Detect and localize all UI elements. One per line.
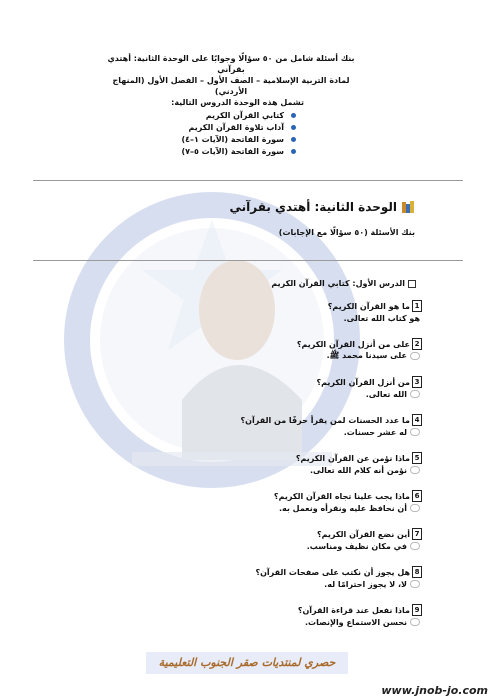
answer-line	[222, 540, 422, 552]
question-text: هل يجوز أن نكتب على صفحات القرآن؟	[255, 567, 410, 577]
list-item: سورة الفاتحة (الآيات ١–٤)	[181, 134, 296, 146]
answer-text: على سيدنا محمد ﷺ.	[326, 351, 407, 360]
question-line	[222, 528, 422, 540]
question-number: 5	[412, 452, 422, 464]
question-number: 9	[412, 604, 422, 616]
question-line	[222, 376, 422, 388]
question-text: ماذا نفعل عند قراءة القرآن؟	[297, 605, 410, 615]
checkbox-icon	[408, 280, 416, 288]
answer-text: نؤمن أنه كلام الله تعالى.	[309, 465, 407, 475]
answer-radio-icon	[410, 466, 420, 474]
answer-line	[222, 502, 422, 514]
question-line	[222, 566, 422, 578]
intro-line-2: لمادة التربية الإسلامية – الصف الأول – الفصل الأول (المنهاج الأردني)	[112, 76, 350, 96]
question-number: 7	[412, 528, 422, 540]
lessons-list	[181, 110, 296, 158]
question-text: أين نضع القرآن الكريم؟	[317, 529, 410, 539]
question-item	[222, 376, 422, 400]
answer-radio-icon	[410, 428, 420, 436]
question-number: 1	[412, 300, 422, 312]
question-line	[222, 338, 422, 350]
question-line	[222, 452, 422, 464]
list-item: آداب تلاوة القرآن الكريم	[181, 122, 296, 134]
unit-subtitle: بنك الأسئلة (٥٠ سؤالًا مع الإجابات)	[278, 228, 415, 237]
answer-radio-icon	[410, 352, 420, 360]
answer-text: لا، لا يجوز احترامًا له.	[324, 579, 407, 589]
answer-line	[222, 578, 422, 590]
answer-text: له عشر حسنات.	[343, 427, 407, 437]
bullet-icon	[291, 125, 296, 130]
question-item	[222, 566, 422, 590]
answer-text: في مكان نظيف ومناسب.	[306, 541, 407, 551]
book-stack-icon	[401, 200, 415, 214]
question-text: ما عدد الحسنات لمن يقرأ حرفًا من القرآن؟	[240, 415, 410, 425]
list-item: سورة الفاتحة (الآيات ٥–٧)	[181, 146, 296, 158]
answer-text: نحسن الاستماع والإنصات.	[305, 617, 407, 627]
answer-radio-icon	[410, 542, 420, 550]
question-line	[222, 604, 422, 616]
answer-line	[222, 426, 422, 438]
question-item	[222, 414, 422, 438]
answer-line	[222, 464, 422, 476]
question-item	[222, 528, 422, 552]
question-number: 8	[412, 566, 422, 578]
question-text: ماذا يجب علينا تجاه القرآن الكريم؟	[273, 491, 410, 501]
lessons-intro: تشمل هذه الوحدة الدروس التالية:	[171, 98, 304, 107]
bullet-icon	[291, 137, 296, 142]
unit-title: الوحدة الثانية: أهتدي بقرآني	[230, 200, 415, 214]
bullet-icon	[291, 113, 296, 118]
question-text: ما هو القرآن الكريم؟	[327, 301, 410, 311]
answer-radio-icon	[410, 390, 420, 398]
question-item	[222, 604, 422, 628]
site-url: www.jnob-jo.com	[381, 684, 488, 697]
question-item	[222, 452, 422, 476]
question-number: 3	[412, 376, 422, 388]
question-item	[222, 300, 422, 324]
question-text: من أنزل القرآن الكريم؟	[316, 377, 410, 387]
answer-radio-icon	[410, 580, 420, 588]
question-text: على من أنزل القرآن الكريم؟	[296, 339, 410, 349]
intro-block	[101, 53, 361, 97]
answer-text: أن نحافظ عليه ونقرأه ونعمل به.	[279, 503, 407, 513]
bullet-icon	[291, 149, 296, 154]
answer-radio-icon	[410, 618, 420, 626]
question-number: 4	[412, 414, 422, 426]
question-number: 6	[412, 490, 422, 502]
question-item	[222, 338, 422, 362]
question-line	[222, 414, 422, 426]
answer-text: الله تعالى.	[365, 389, 407, 399]
list-item: كتابي القرآن الكريم	[181, 110, 296, 122]
answer-text: هو كتاب الله تعالى.	[343, 313, 420, 323]
question-line	[222, 300, 422, 312]
answer-line	[222, 616, 422, 628]
question-item	[222, 490, 422, 514]
intro-line-1: بنك أسئلة شامل من ٥٠ سؤالًا وجوابًا على الوحدة الثانية: أهتدي بقرآني	[107, 54, 355, 74]
question-text: ماذا نؤمن عن القرآن الكريم؟	[295, 453, 410, 463]
question-line	[222, 490, 422, 502]
question-number: 2	[412, 338, 422, 350]
footer-banner-text: حصري لمنتديات صقر الجنوب التعليمية	[158, 656, 336, 669]
answer-radio-icon	[410, 504, 420, 512]
answer-line	[222, 312, 422, 324]
answer-line	[222, 388, 422, 400]
divider	[33, 260, 463, 261]
lesson-heading: الدرس الأول: كتابي القرآن الكريم	[271, 279, 416, 288]
divider	[33, 180, 463, 181]
answer-line	[222, 350, 422, 362]
